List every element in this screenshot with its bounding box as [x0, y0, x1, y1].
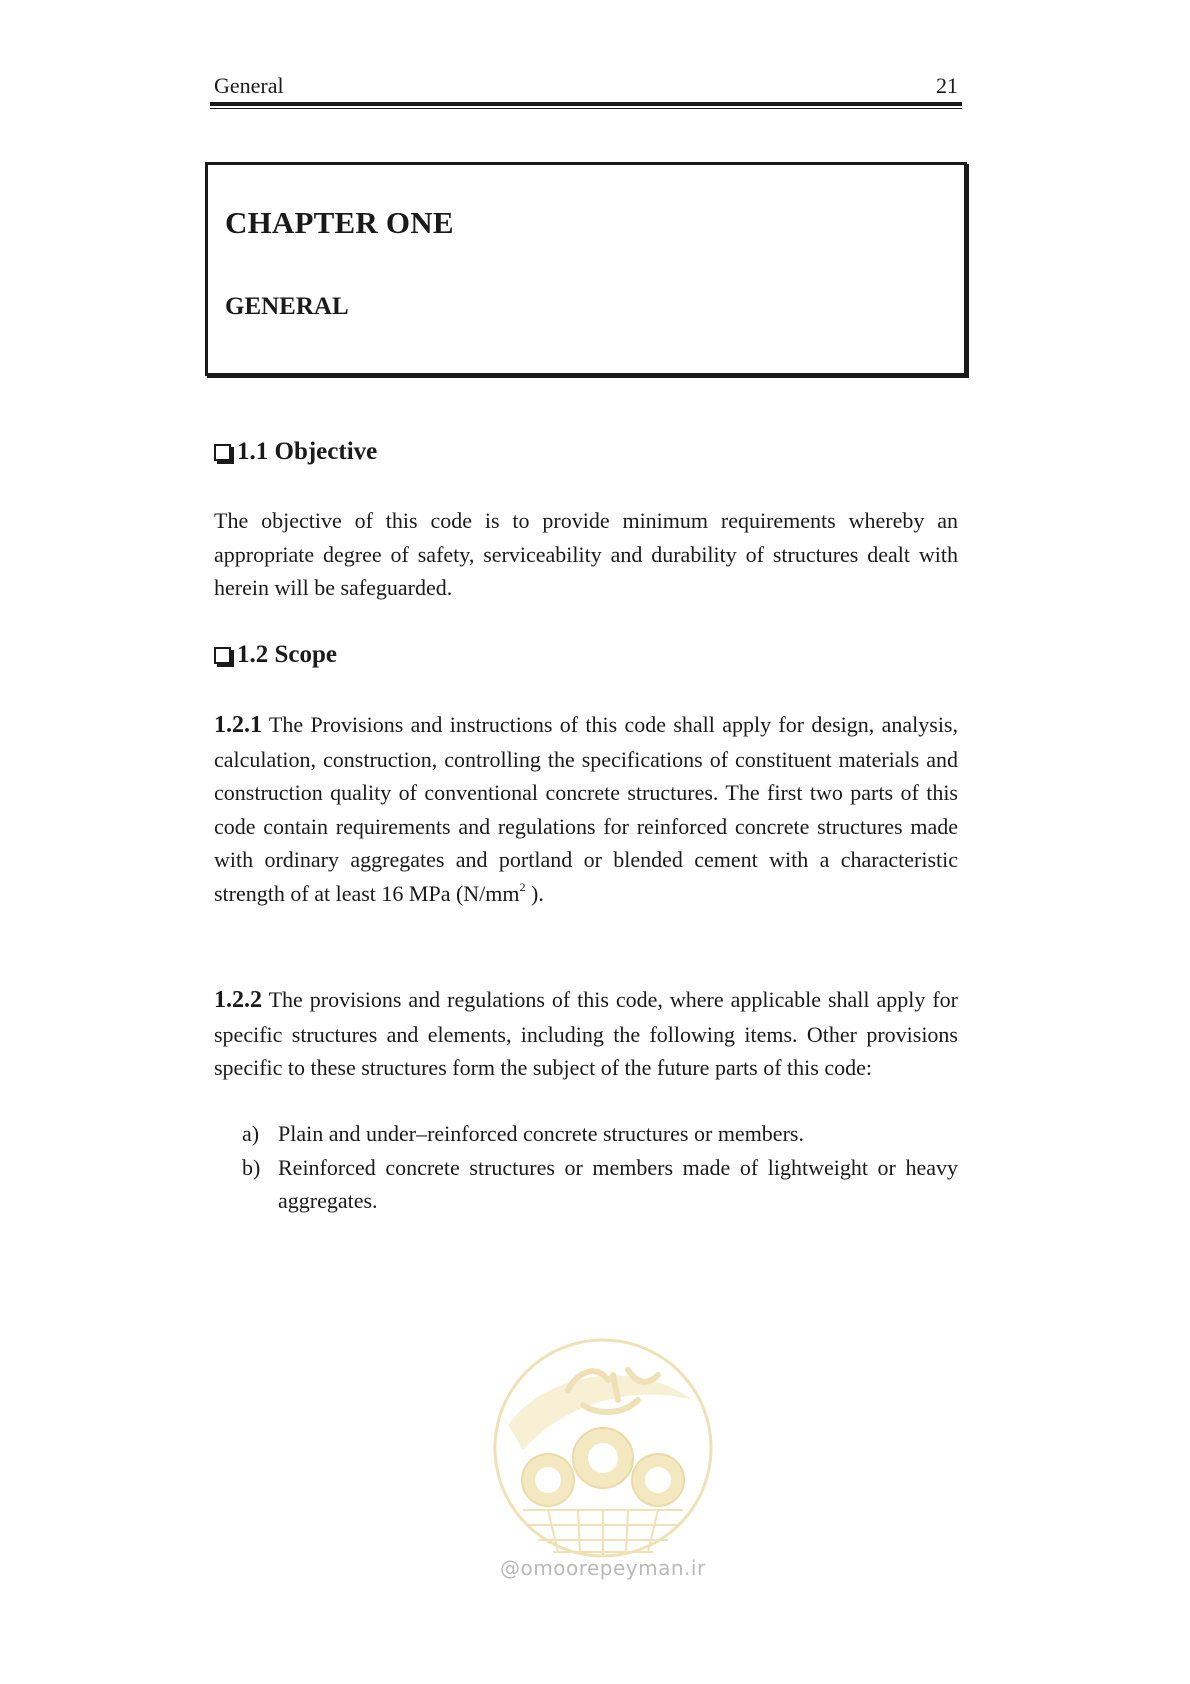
section-heading-scope [214, 641, 337, 669]
paragraph-text: The objective of this code is to provide minimum requirements whereby an appropriate degree of safety, serviceability and durability of structures dealt with herein will be safeguarded. [214, 508, 958, 600]
list-item [242, 1117, 958, 1151]
chapter-title-box [205, 162, 967, 376]
superscript: 2 [519, 879, 526, 894]
list-item-text: Plain and under–reinforced concrete structures or members. [278, 1121, 804, 1146]
header-section-name: General [214, 73, 284, 98]
header-rule-thin [210, 108, 962, 109]
watermark-seal-logo [488, 1330, 718, 1590]
checkbox-bullet-icon [214, 444, 231, 461]
paragraph-1-2-1 [214, 708, 958, 910]
section-heading-label: 1.1 Objective [237, 438, 378, 465]
list-item-text: Reinforced concrete structures or members made of lightweight or heavy aggregates. [278, 1154, 958, 1213]
section-heading-objective [214, 438, 377, 466]
running-header [210, 70, 962, 100]
section-heading-label: 1.2 Scope [237, 641, 337, 668]
chapter-title: CHAPTER ONE [225, 205, 454, 240]
chapter-subtitle: GENERAL [225, 293, 349, 320]
list-marker: b) [242, 1154, 261, 1180]
header-rule-thick [210, 102, 962, 106]
list-marker: a) [242, 1121, 260, 1146]
checkbox-bullet-icon [214, 647, 231, 664]
paragraph-text: The Provisions and instructions of this code shall apply for design, analysis, calculation, construction, controlling the specifications of constituent materials and construction quality of conventional concrete structures. The first two parts of this code contain requirements and regulations for reinforced concrete structures made with ordinary aggregates and portland or blended cement with a characteristic strength of at least 16 MPa (N/mm [214, 712, 958, 906]
paragraph-text: The provisions and regulations of this code, where applicable shall apply for specific structures and elements, including the following items. Other provisions specific to these structures form the subject of the future parts of this code: [214, 987, 958, 1080]
paragraph-text-end: ). [525, 880, 544, 906]
scope-items-list [242, 1117, 958, 1218]
paragraph-objective [214, 504, 958, 605]
watermark-url: @omoorepeyman.ir [500, 1556, 706, 1580]
list-item [242, 1151, 958, 1218]
paragraph-1-2-2 [214, 983, 958, 1085]
clause-number: 1.2.1 [214, 712, 262, 738]
page-number: 21 [936, 73, 958, 98]
clause-number: 1.2.2 [214, 987, 262, 1013]
